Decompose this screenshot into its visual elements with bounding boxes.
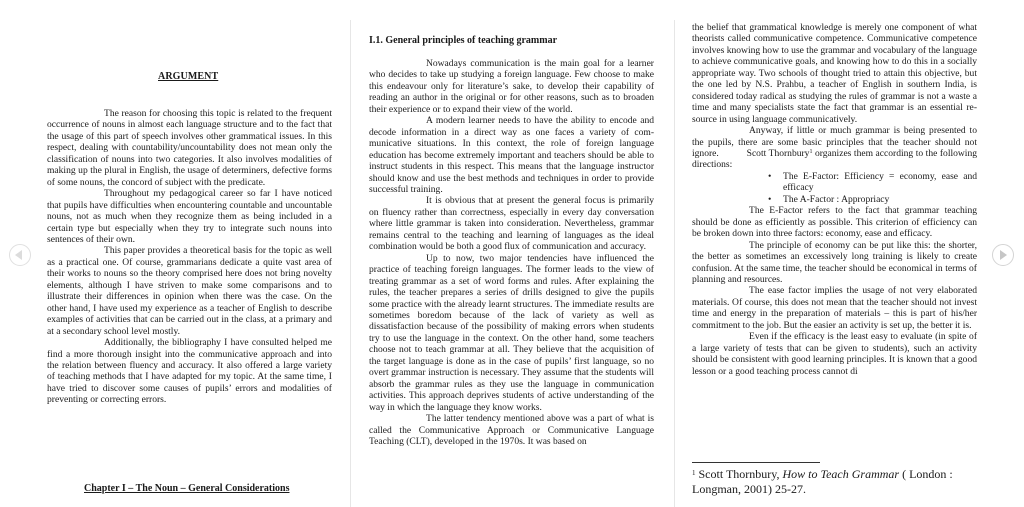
footnote-number: 1 <box>692 469 696 477</box>
footnote-author: Scott Thornbury, <box>695 467 783 481</box>
paragraph: Even if the efficacy is the least easy to evaluate (in spite of a large variety of tests that can be given to students), such an activity should be consistent with good learning principles. It is known that a good lesson or a good teaching process cannot di <box>692 331 977 377</box>
paragraph: This paper provides a theoretical basis for the topic as well as a practical one. Of course, grammarians dedicate a quite vast area of their works to nouns so the theory comprised here does not bring novelty elements, although I have striven to make some comparisons and to illustrate their differences in opinion when there was the case. On the other hand, I have used my experience as a teacher of English to describe examples of activities that can be carried out in the class, at a primary and at a secondary school level mostly. <box>47 245 332 337</box>
paragraph: Throughout my pedagogical career so far I have noticed that pupils have difficulties when encountering countable and uncountable nouns, not as much when they recognize them as being included in a certain type but especially when they try to integrate such nouns into sentences of their own. <box>47 188 332 245</box>
paragraph-continued: the belief that grammatical knowledge is merely one component of what theorists called communicative competence. Communicative competence involves knowing how to use the grammar and vocabulary of the language to achieve communicative goals, and knowing how to do this in a socially appropriate way. Two schools of thought tried to attain this objective, but the one led by N.S. Prahbu, a teacher of English in southern India, is considered today radical as studying the rules of grammar is not a waste a time and many specialists state the fact that grammar is an essential resource in using language communicatively. <box>692 22 978 125</box>
bullet-item: • The E-Factor: Efficiency = economy, ease and efficacy <box>768 171 977 194</box>
paragraph: The latter tendency mentioned above was a part of what is called the Communicative Approach or Communicative Language Teaching (CLT), developed in the 1970s. It was based on <box>369 413 654 447</box>
paragraph: A modern learner needs to have the ability to encode and decode information in a direct way as one faces a variety of communicative situations. In this context, the role of foreign language education has become extremely important and teachers should be able to instruct students in this respect. This means that the language instructor should know and use the best methods and techniques in order to provide successful training. <box>369 115 654 195</box>
paragraph: It is obvious that at present the general focus is primarily on fluency rather than correctness, especially in every day conversation where little grammar is taken into consideration. Nevertheless, grammar remains central to the teaching and learning of languages as the ideal combination would be both a good flux of communication and accuracy. <box>369 195 654 253</box>
bullet-list <box>692 171 977 205</box>
footnote-title: How to Teach Grammar <box>782 467 900 481</box>
paragraph-text: organizes them according to the following directions: <box>692 147 977 171</box>
footnote-publication: ( London : Longman, 2001) 25-27. <box>692 467 953 496</box>
paragraph: Nowadays communication is the main goal for a learner who decides to take up studying a foreign language. Few choose to make this endeavour only for literature’s sake, to develop their capability of reading an author in the original or for other reasons, such as to broaden their experience or to expand their view of the world. <box>369 58 654 115</box>
chapter-heading: Chapter I – The Noun – General Considerations <box>84 483 290 494</box>
section-body <box>369 58 654 447</box>
footnote-separator <box>692 462 820 463</box>
paragraph-text: Anyway, if little or much grammar is being presented to the pupils, there are some basic principles that the teacher should not ignore. Scott Thornbury <box>692 125 977 159</box>
paragraph: Up to now, two major tendencies have influenced the practice of teaching foreign languages. The former leads to the view of treating grammar as a set of word forms and rules. After explaining the rules, the teacher prepares a series of drills designed to give the pupils some practice with the already learnt structures. The immediate results are sometimes boredom because of the lack of variety as well as dissatisfaction because of the possibility of making errors when students try to use the language in the context. On the other hand, some teachers choose not to teach grammar at all. They believe that the acquisition of the target language is done as in the case of pupils’ first language, so no overt grammar instruction is necessary. They assume that the students will absorb the grammar rules as they use the language in communication activities. This approach deprives students of active understanding of the way in which the language they know works. <box>369 252 654 413</box>
argument-body <box>47 108 332 406</box>
footnote <box>692 467 982 496</box>
chevron-right-icon <box>1000 250 1007 260</box>
paragraph: The ease factor implies the usage of not very elaborated materials. Of course, this does not mean that the teacher should not invest time and energy in the preparation of materials – this is part of his/her commitment to the job. But the easier an activity is set up, the better it is. <box>692 285 977 331</box>
next-page-button[interactable] <box>992 244 1014 266</box>
paragraph <box>692 125 977 171</box>
footnote-reference[interactable]: 1 <box>809 148 813 155</box>
document-page-3 <box>675 0 1024 507</box>
page3-body <box>692 22 977 377</box>
document-page-2 <box>351 0 674 507</box>
section-heading: I.1. General principles of teaching grammar <box>369 35 558 46</box>
bullet-item: • The A-Factor : Appropriacy <box>768 194 977 205</box>
chevron-left-icon <box>15 250 22 260</box>
paragraph: The reason for choosing this topic is related to the frequent occurrence of nouns in almost each language structure and to the fact that the usage of this part of speech involves other grammatical issues. In this respect, dealing with countability/uncountability does not mean only the classification of nouns into two categories. It also involves modalities of making up the plural in English, the usage of determiners, defective forms of some nouns, the concord of subject with the predicate. <box>47 108 332 188</box>
previous-page-button[interactable] <box>9 244 31 266</box>
argument-heading: ARGUMENT <box>158 71 219 82</box>
document-page-1 <box>0 0 350 507</box>
paragraph: The principle of economy can be put like this: the shorter, the better as sometimes an excessively long training is likely to create confusion. At the same time, the teacher should be economical in terms of planning and resources. <box>692 239 977 285</box>
paragraph: Additionally, the bibliography I have consulted helped me find a more thorough insight into the communicative approach and into the relation between fluency and accuracy. It also offered a large variety of teaching methods that I have adapted for my topic. At the same time, I have tried to discover some causes of pupils’ errors and modalities of preventing or correcting errors. <box>47 337 332 406</box>
paragraph: The E-Factor refers to the fact that grammar teaching should be done as efficiently as possible. This criterion of efficiency can be broken down into three factors: economy, ease and efficacy. <box>692 205 977 240</box>
